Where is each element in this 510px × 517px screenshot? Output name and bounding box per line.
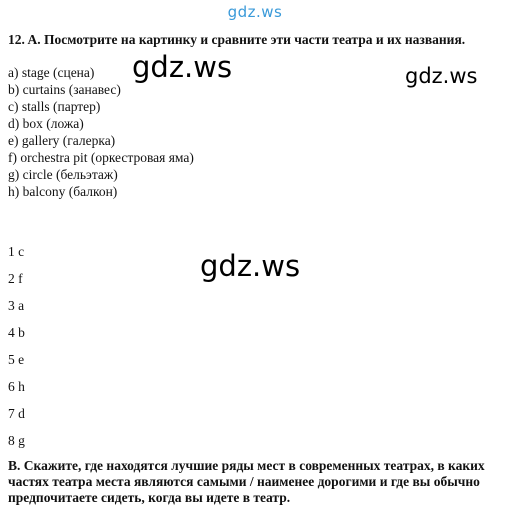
answer-item: 3 a — [8, 298, 25, 313]
list-item: e) gallery (галерка) — [8, 133, 116, 148]
answer-item: 7 d — [8, 406, 25, 421]
list-item: h) balcony (балкон) — [8, 184, 118, 199]
list-item: a) stage (сцена) — [8, 65, 95, 80]
answer-item: 8 g — [8, 433, 25, 448]
task-a-heading: 12. A. Посмотрите на картинку и сравните эти части театра и их названия. — [8, 32, 466, 47]
watermark-right: gdz.ws — [405, 64, 478, 88]
watermark-center: gdz.ws — [200, 249, 301, 283]
list-item: b) curtains (занавес) — [8, 82, 121, 97]
answers-list — [8, 238, 25, 454]
answer-item: 4 b — [8, 325, 25, 340]
answer-item: 6 h — [8, 379, 25, 394]
task-b-text: B. Скажите, где находятся лучшие ряды мест в современных театрах, в каких частях театра места являются самыми / наименее дорогими и где вы обычно предпочитаете сидеть, когда вы идете в театр. — [8, 458, 485, 505]
list-item: d) box (ложа) — [8, 116, 84, 131]
answer-item: 1 c — [8, 244, 25, 259]
watermark-top: gdz.ws — [227, 3, 283, 21]
list-item: c) stalls (партер) — [8, 99, 101, 114]
list-item: f) orchestra pit (оркестровая яма) — [8, 150, 194, 165]
answer-item: 5 e — [8, 352, 25, 367]
watermark-large: gdz.ws — [132, 50, 233, 84]
answer-item: 2 f — [8, 271, 23, 286]
theatre-parts-list — [8, 64, 194, 200]
list-item: g) circle (бельэтаж) — [8, 167, 118, 182]
